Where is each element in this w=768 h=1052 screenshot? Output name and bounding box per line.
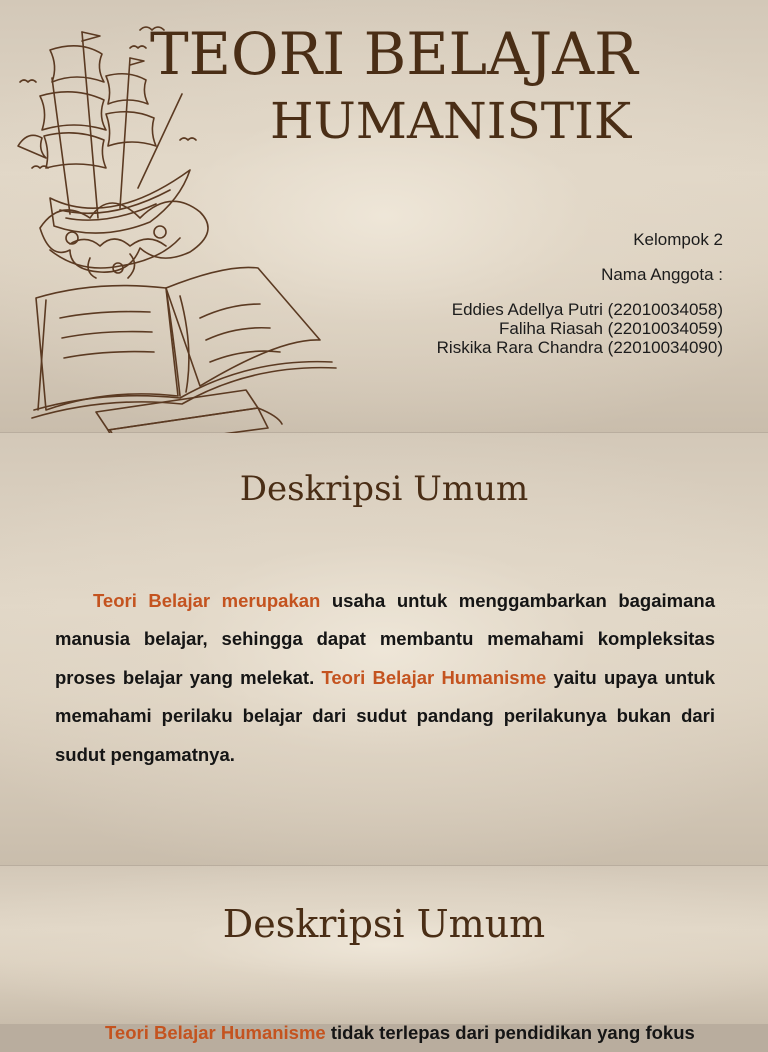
slide-title — [0, 0, 768, 432]
description-paragraph — [55, 1014, 715, 1052]
slide-deskripsi-umum-1 — [0, 433, 768, 865]
title-line-1: TEORI BELAJAR — [150, 20, 638, 88]
member-item: Faliha Riasah (22010034059) — [437, 319, 723, 338]
group-label: Kelompok 2 — [437, 230, 723, 249]
body-text: usaha untuk menggambarkan bagaimana manusia belajar, sehingga dapat membantu memahami kompleksitas proses belajar yang melekat. — [55, 590, 715, 688]
member-item: Eddies Adellya Putri (22010034058) — [437, 300, 723, 319]
slide-deskripsi-umum-2 — [0, 866, 768, 1024]
title-line-2: HUMANISTIK — [270, 92, 631, 150]
body-text: yaitu upaya untuk memahami perilaku belajar dari sudut pandang perilakunya bukan dari sudut pengamatnya. — [55, 667, 715, 765]
members-label: Nama Anggota : — [437, 265, 723, 284]
section-heading: Deskripsi Umum — [0, 469, 768, 509]
body-text: tidak terlepas dari pendidikan yang fokus — [326, 1022, 695, 1043]
highlight-text: Teori Belajar merupakan — [93, 590, 320, 611]
highlight-text: Teori Belajar Humanisme — [105, 1022, 326, 1043]
member-item: Riskika Rara Chandra (22010034090) — [437, 338, 723, 357]
highlight-text: Teori Belajar Humanisme — [321, 667, 546, 688]
description-paragraph — [55, 582, 715, 775]
group-info — [437, 230, 723, 357]
section-heading: Deskripsi Umum — [0, 902, 768, 946]
